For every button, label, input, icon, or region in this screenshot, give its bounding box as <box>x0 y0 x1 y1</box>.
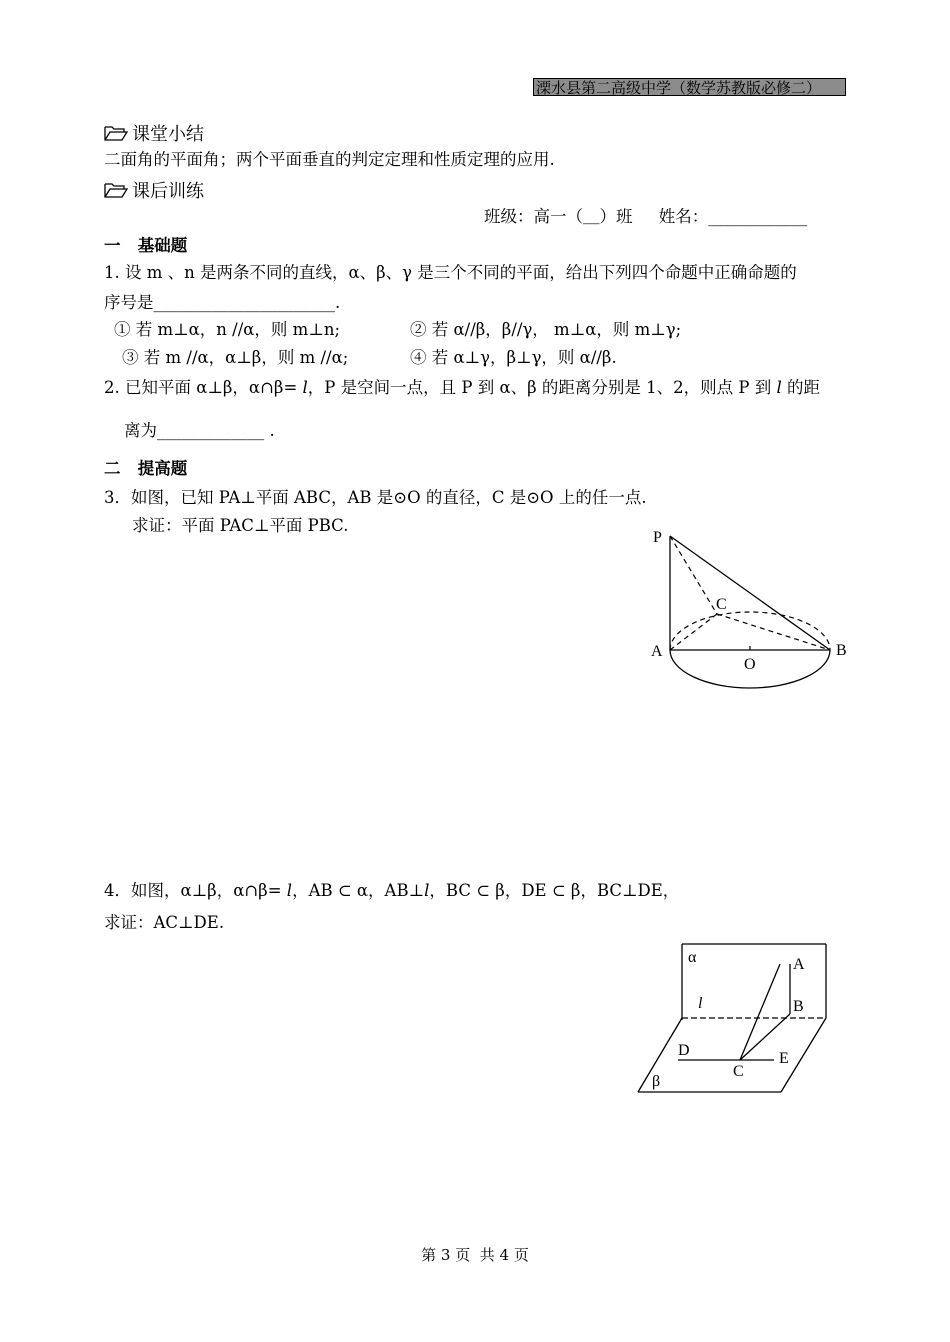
label-A: A <box>651 643 663 660</box>
q2-text-a: 2. 已知平面 α⊥β，α∩β= <box>104 378 303 397</box>
q1-option3: ③ 若 m //α，α⊥β，则 m //α; <box>122 348 349 367</box>
folder-icon <box>104 124 128 142</box>
label-D: D <box>678 1042 690 1059</box>
q4-text-a: 4．如图，α⊥β，α∩β= <box>104 881 287 900</box>
training-heading <box>104 177 204 203</box>
q1-line1: 1. 设 m 、n 是两条不同的直线，α、β、γ 是三个不同的平面，给出下列四个命题中正确命题的 <box>104 263 797 282</box>
q2-line1 <box>104 377 820 399</box>
training-title: 课后训练 <box>132 181 204 202</box>
folder-icon <box>104 181 128 199</box>
label-B: B <box>793 998 804 1015</box>
q1-option4: ④ 若 α⊥γ，β⊥γ，则 α//β. <box>410 348 617 367</box>
segment-AC <box>740 964 780 1060</box>
line-l-symbol: l <box>302 378 308 397</box>
label-O: O <box>744 656 756 673</box>
school-header: 溧水县第二高级中学（数学苏教版必修二） <box>533 78 846 96</box>
segment-PC <box>670 536 717 614</box>
label-C: C <box>716 596 727 613</box>
label-P: P <box>653 529 662 546</box>
summary-heading <box>104 120 204 146</box>
label-beta: β <box>652 1073 661 1090</box>
page-footer: 第 3 页 共 4 页 <box>421 1246 529 1264</box>
segment-CB <box>717 614 830 650</box>
q3-line1: 3．如图，已知 PA⊥平面 ABC，AB 是⊙O 的直径，C 是⊙O 上的任一点. <box>104 488 647 507</box>
label-l: l <box>698 995 703 1012</box>
part1-title: 一 基础题 <box>104 236 188 255</box>
q1-line2: 序号是______________________. <box>104 293 341 312</box>
segment-AC <box>670 614 717 650</box>
q1-option1: ① 若 m⊥α，n //α，则 m⊥n; <box>114 320 341 339</box>
segment-PB <box>670 536 830 650</box>
q4-line2: 求证：AC⊥DE. <box>104 913 225 932</box>
label-A: A <box>793 956 805 973</box>
figure-planes <box>630 938 840 1103</box>
label-C: C <box>733 1063 744 1080</box>
line-l-symbol: l <box>286 881 293 900</box>
line-l-symbol: l <box>424 881 430 900</box>
q4-line1 <box>104 880 679 902</box>
line-l-symbol: l <box>776 378 782 397</box>
q3-line2: 求证：平面 PAC⊥平面 PBC. <box>132 516 349 535</box>
summary-title: 课堂小结 <box>132 124 204 145</box>
q4-text-c: ，BC ⊂ β，DE ⊂ β，BC⊥DE， <box>429 881 680 900</box>
q4-text-b: ，AB ⊂ α，AB⊥ <box>292 881 425 900</box>
summary-text: 二面角的平面角；两个平面垂直的判定定理和性质定理的应用. <box>104 150 555 169</box>
label-alpha: α <box>688 949 697 966</box>
q2-text-c: 的距 <box>781 378 821 397</box>
q1-option2: ② 若 α//β，β//γ， m⊥α，则 m⊥γ; <box>410 320 682 339</box>
q2-line2: 离为_____________ . <box>124 421 275 440</box>
q2-text-b: ，P 是空间一点，且 P 到 α、β 的距离分别是 1、2，则点 P 到 <box>307 378 777 397</box>
label-E: E <box>779 1050 789 1067</box>
label-B: B <box>836 642 847 659</box>
figure-pyramid <box>640 520 860 720</box>
class-name-line: 班级：高一（＿）班 姓名：____________ <box>484 207 808 226</box>
part2-title: 二 提高题 <box>104 459 188 478</box>
